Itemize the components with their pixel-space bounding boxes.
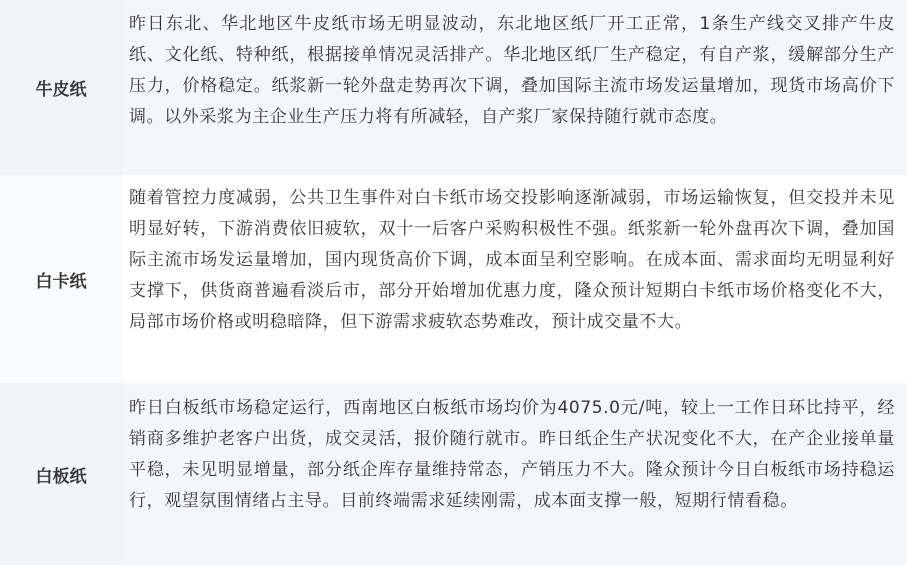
- row-label: 牛皮纸: [0, 0, 122, 175]
- table-row-white-cardboard: [0, 175, 907, 383]
- row-content: 昨日东北、华北地区牛皮纸市场无明显波动，东北地区纸厂开工正常，1条生产线交叉排产牛皮纸、文化纸、特种纸，根据接单情况灵活排产。华北地区纸厂生产稳定，有自产浆，缓解部分生产压力，价格稳定。纸浆新一轮外盘走势再次下调，叠加国际主流市场发运量增加，现货市场高价下调。以外采浆为主企业生产压力将有所减轻，自产浆厂家保持随行就市态度。: [122, 0, 907, 175]
- table-row-kraft-paper: [0, 0, 907, 175]
- row-content: 随着管控力度减弱，公共卫生事件对白卡纸市场交投影响逐渐减弱，市场运输恢复，但交投并未见明显好转，下游消费依旧疲软，双十一后客户采购积极性不强。纸浆新一轮外盘再次下调，叠加国际主流市场发运量增加，国内现货高价下调，成本面呈利空影响。在成本面、需求面均无明显利好支撑下，供货商普遍看淡后市，部分开始增加优惠力度，隆众预计短期白卡纸市场价格变化不大，局部市场价格或明稳暗降，但下游需求疲软态势难改，预计成交量不大。: [122, 175, 907, 383]
- row-content: 昨日白板纸市场稳定运行，西南地区白板纸市场均价为4075.0元/吨，较上一工作日环比持平，经销商多维护老客户出货，成交灵活，报价随行就市。昨日纸企生产状况变化不大，在产企业接单量平稳，未见明显增量，部分纸企库存量维持常态，产销压力不大。隆众预计今日白板纸市场持稳运行，观望氛围情绪占主导。目前终端需求延续刚需，成本面支撑一般，短期行情看稳。: [122, 383, 907, 565]
- table-row-white-board: [0, 383, 907, 565]
- row-label: 白卡纸: [0, 175, 122, 383]
- row-label: 白板纸: [0, 383, 122, 565]
